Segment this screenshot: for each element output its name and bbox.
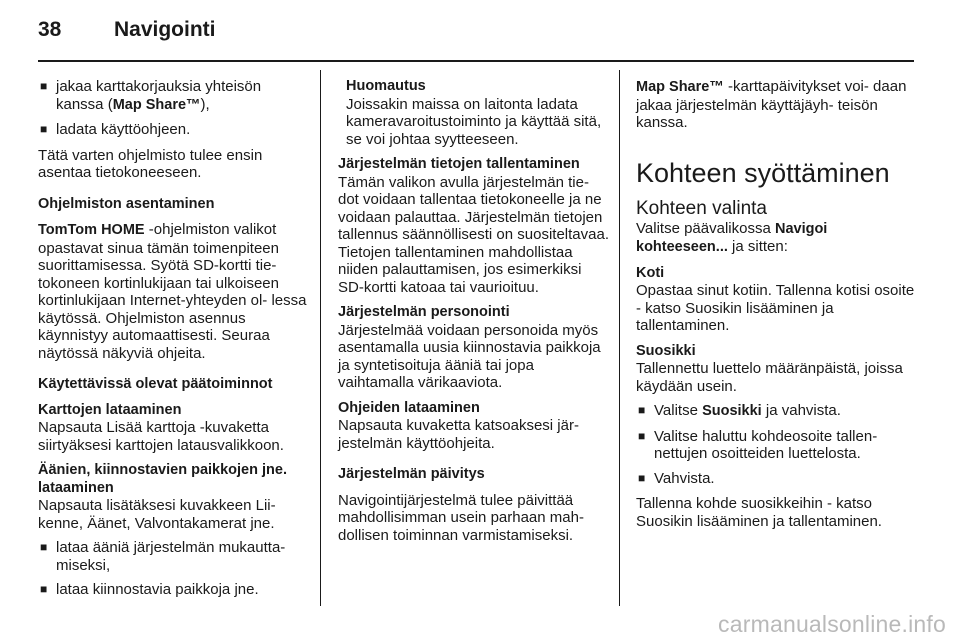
paragraph: Järjestelmää voidaan personoida myös asentamalla uusia kiinnostavia paikkoja ja syntetisoituja ääniä tai jopa vaihtamalla värikaaviota. [338,321,601,391]
bullet-icon: ■ [40,582,48,596]
bullet-icon: ■ [638,428,646,443]
paragraph-text: -ohjelmiston valikot opastavat sinua tämän toimenpiteen suorittamisessa. Syötä SD-kortti tie- tokoneen kortinlukijaan tai ulkoiseen kortinlukijaan Internet-yhteyden ol- lessa käytössä. Ohjelmiston asennus käynnistyy automaattisesti. Seuraa näytössä näkyviä ohjeita. [38,221,307,362]
list-item [38,121,310,139]
note-box [338,78,610,148]
column-divider-1 [320,70,321,606]
note-title: Huomautus [346,78,426,94]
bullet-icon: ■ [638,403,646,417]
paragraph-text: ja sitten: [727,238,788,255]
paragraph: Napsauta lisätäksesi kuvakkeen Lii- kenne, Äänet, Valvontakamerat jne. [38,497,276,532]
column-1 [38,78,310,599]
chapter-title: Navigointi [114,18,216,41]
subsection-heading: Kohteen valinta [636,197,767,219]
paragraph: Tämän valikon avulla järjestelmän tie- dot voidaan tallentaa tietokoneelle ja ne voidaan palauttaa. Järjestelmän tietojen tallennus säännöllisesti on suositeltavaa. Tietojen tallentaminen mahdollistaa niiden palauttamisen, jos esimerkiksi SD-kortti katoaa tai vaurioituu. [338,173,610,296]
bullet-icon: ■ [40,79,48,93]
bullet-icon: ■ [40,540,48,554]
favorite-term: Suosikki [702,403,762,419]
column-divider-2 [619,70,620,606]
subheading: Karttojen lataaminen [38,401,182,418]
bullet-icon: ■ [40,122,48,136]
column-2 [338,78,610,544]
paragraph: Napsauta kuvaketta katsoaksesi jär- jestelmän käyttöohjeita. [338,417,579,452]
list-item-text: Valitse haluttu kohdeosoite tallen- nettujen osoitteiden luettelosta. [654,427,878,462]
paragraph: Navigointijärjestelmä tulee päivittää mahdollisimman usein parhaan mah- dollisen toiminnan varmistamiseksi. [338,491,584,544]
paragraph [636,78,918,132]
watermark: carmanualsonline.info [718,611,946,637]
map-share-term: Map Share™ [636,79,724,95]
note-text: Joissakin maissa on laitonta ladata kameravaroitustoiminto ja käyttää sitä, se voi johtaa syytteeseen. [346,95,602,148]
paragraph: Tätä varten ohjelmisto tulee ensin asentaa tietokoneeseen. [38,146,263,181]
list-item-text: lataa ääniä järjestelmän mukautta- miseksi, [56,539,286,574]
main-heading: Kohteen syöttäminen [636,157,890,188]
list-item-text: jakaa karttakorjauksia yhteisön kanssa ( [56,78,262,113]
section-heading: Järjestelmän päivitys [338,466,485,482]
list-item-text: Valitse [654,402,703,419]
subheading: Äänien, kiinnostavien paikkojen jne. lataaminen [38,462,287,496]
paragraph [636,220,918,257]
map-share-term: Map Share™ [112,96,201,113]
paragraph: Napsauta Lisää karttoja -kuvaketta siirtyäksesi karttojen latausvalikkoon. [38,419,284,454]
list-item-text: ja vahvista. [761,402,841,419]
menu-term: Navigoi kohteeseen... [636,220,828,255]
list-item [38,78,310,114]
subheading: Ohjeiden lataaminen [338,399,480,416]
list-item-text: lataa kiinnostavia paikkoja jne. [56,581,259,598]
subheading: Suosikki [636,342,696,359]
tomtom-home-term: TomTom HOME [38,222,145,238]
subheading: Järjestelmän personointi [338,304,510,320]
list-item [636,428,918,463]
list-item [636,402,918,421]
list-item-text: Vahvista. [654,469,715,487]
column-3 [636,78,918,530]
subheading: Järjestelmän tietojen tallentaminen [338,156,580,172]
list-item [38,539,310,574]
section-heading: Käytettävissä olevat päätoiminnot [38,376,273,392]
list-item [636,470,918,488]
list-item-text: ), [200,95,210,113]
list-item [38,581,310,599]
list-item-text: ladata käyttöohjeen. [56,121,191,138]
subheading: Koti [636,264,665,281]
header-rule [38,60,914,62]
bullet-icon: ■ [638,470,646,485]
page-number: 38 [38,18,62,41]
paragraph-text: Valitse päävalikossa [636,219,775,237]
paragraph: Tallenna kohde suosikkeihin - katso Suosikin lisääminen ja tallentaminen. [636,495,882,530]
section-heading: Ohjelmiston asentaminen [38,195,215,212]
paragraph-text: -karttapäivitykset voi- daan jakaa järjestelmän käyttäjäyh- teisön kanssa. [636,78,907,131]
paragraph: Opastaa sinut kotiin. Tallenna kotisi osoite - katso Suosikin lisääminen ja tallentaminen. [636,282,915,334]
paragraph [38,221,310,362]
paragraph: Tallennettu luettelo määränpäistä, joissa käydään usein. [636,360,903,395]
